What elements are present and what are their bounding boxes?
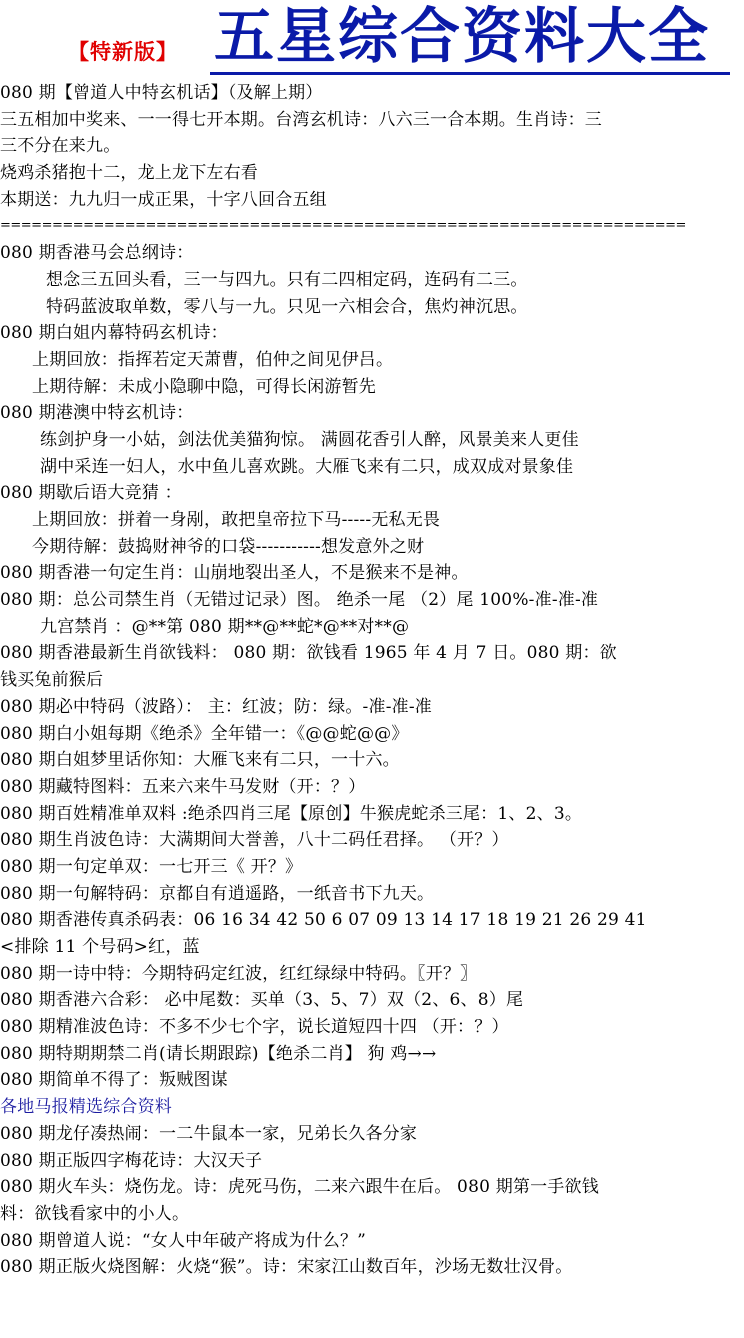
text-line: 钱买兔前猴后	[0, 670, 104, 691]
text-line: 九宫禁肖 ：@**第 080 期**@**蛇*@**对**@	[40, 616, 410, 637]
text-line: 烧鸡杀猪抱十二，龙上龙下左右看	[0, 163, 258, 184]
text-line: 080 期港澳中特玄机诗：	[0, 403, 194, 424]
text-line: 080 期曾道人说：“女人中年破产将成为什么？”	[0, 1230, 367, 1251]
text-line: 三不分在来九。	[0, 136, 121, 157]
text-line: 080 期香港最新生肖欲钱料： 080 期：欲钱看 1965 年 4 月 7 日。080 期：欲	[0, 643, 617, 664]
text-line: 080 期【曾道人中特玄机话】（及解上期）	[0, 83, 323, 103]
text-line: 080 期火车头：烧伤龙。诗：虎死马伤，二来六跟牛在后。 080 期第一手欲钱	[0, 1177, 599, 1198]
text-line: 080 期香港马会总纲诗：	[0, 243, 194, 264]
page-header	[0, 0, 744, 80]
text-line: 080 期香港一句定生肖：山崩地裂出圣人，不是猴来不是神。	[0, 563, 469, 584]
text-line: 本期送：九九归一成正果，十字八回合五组	[0, 189, 327, 210]
text-line: 080 期白姐内幕特码玄机诗：	[0, 323, 228, 344]
text-line: 080 期必中特码（波路）： 主：红波；防：绿。-准-准-准	[0, 696, 432, 717]
text-line: 上期回放：指挥若定天萧曹，伯仲之间见伊吕。	[32, 349, 394, 370]
text-line: <排除 11 个号码>红，蓝	[0, 937, 200, 957]
text-line: 080 期正版火烧图解：火烧“猴”。诗：宋家江山数百年，沙场无数壮汉骨。	[0, 1257, 573, 1278]
text-line: 080 期香港传真杀码表：06 16 34 42 50 6 07 09 13 14 17 18 19 21 26 29 41	[0, 910, 647, 931]
text-line: 各地马报精选综合资料	[0, 1097, 172, 1118]
text-line: 想念三五回头看，三一与四九。只有二四相定码，连码有二三。	[46, 269, 528, 290]
text-line: 080 期香港六合彩： 必中尾数：买单（3、5、7）双（2、6、8）尾	[0, 990, 524, 1011]
edition-badge: 【特新版】	[68, 39, 178, 64]
text-line: 今期待解：鼓捣财神爷的口袋-----------想发意外之财	[32, 536, 425, 557]
text-line: 080 期：总公司禁生肖（无错过记录）图。 绝杀一尾 （2）尾 100%-准-准-准	[0, 590, 599, 611]
title-underline	[210, 72, 730, 75]
text-line: 080 期龙仔凑热闹：一二牛鼠本一家，兄弟长久各分家	[0, 1123, 418, 1144]
text-line: 练剑护身一小姑，剑法优美猫狗惊。 满圆花香引人醉，风景美来人更佳	[40, 429, 579, 450]
document-body	[0, 80, 744, 1281]
text-line: 080 期特期期禁二肖(请长期跟踪)【绝杀二肖】 狗 鸡→→	[0, 1043, 437, 1064]
text-line: 080 期一句解特码：京都自有逍遥路，一纸音书下九天。	[0, 883, 435, 904]
text-line: 080 期正版四字梅花诗：大汉天子	[0, 1150, 263, 1171]
text-line: 上期待解：未成小隐聊中隐，可得长闲游暂先	[32, 376, 376, 397]
text-line: 080 期精准波色诗：不多不少七个字，说长道短四十四 （开：？）	[0, 1017, 509, 1038]
text-line: 080 期一句定单双：一七开三《 开？》	[0, 856, 303, 877]
text-line: 080 期生肖波色诗：大满期间大誉善，八十二码任君择。 （开？）	[0, 830, 509, 851]
text-line: 湖中采连一妇人，水中鱼儿喜欢跳。大雁飞来有二只，成双成对景象佳	[40, 456, 574, 477]
text-line: 080 期白姐梦里话你知：大雁飞来有二只，一十六。	[0, 750, 400, 771]
text-line: 080 期简单不得了：叛贼图谋	[0, 1070, 228, 1091]
text-line: 080 期百姓精准单双料 :绝杀四肖三尾【原创】牛猴虎蛇杀三尾：1、2、3。	[0, 803, 583, 824]
text-line: 080 期歇后语大竞猜 ：	[0, 483, 182, 504]
text-line: 080 期白小姐每期《绝杀》全年错一：《@@蛇@@》	[0, 723, 409, 744]
text-line: 080 期藏特图料：五来六来牛马发财（开：？）	[0, 776, 366, 797]
page-title: 五星综合资料大全	[214, 2, 710, 72]
text-line: 特码蓝波取单数，零八与一九。只见一六相会合，焦灼神沉思。	[46, 296, 528, 317]
text-line: 080 期一诗中特：今期特码定红波，红红绿绿中特码。〖开？〗	[0, 963, 478, 984]
text-line: 料：欲钱看家中的小人。	[0, 1203, 190, 1224]
text-line: 三五相加中奖来、一一得七开本期。台湾玄机诗：八六三一合本期。生肖诗：三	[0, 109, 602, 130]
text-line: 上期回放：拼着一身剐，敢把皇帝拉下马-----无私无畏	[32, 510, 441, 530]
separator-line: ==================================================================	[0, 218, 686, 234]
